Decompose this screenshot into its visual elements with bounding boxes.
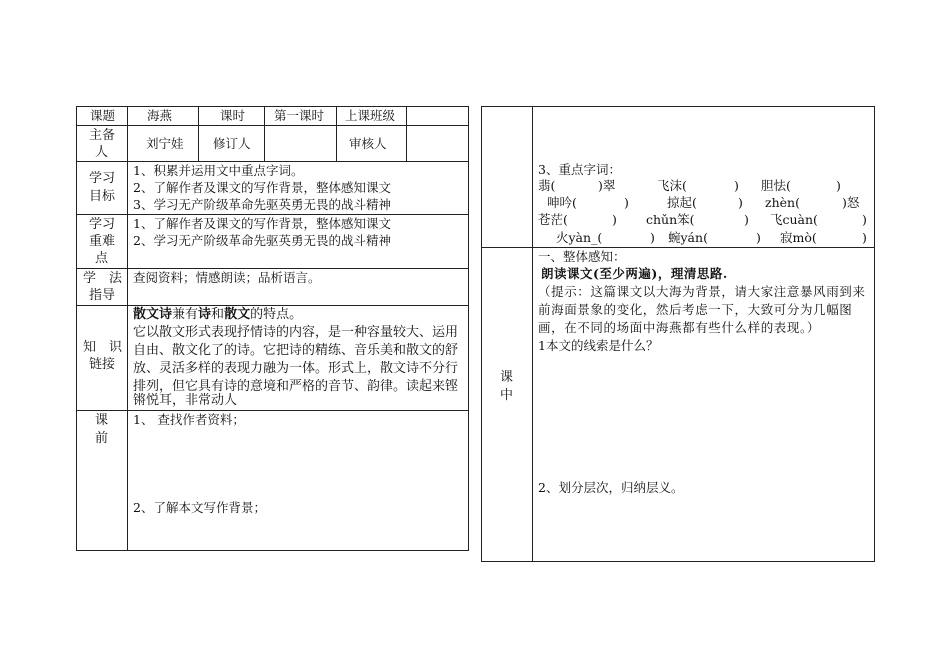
knowledge-intro: 散文诗兼有诗和散文的特点。	[133, 307, 303, 322]
keypoint-item: 1、了解作者及课文的写作背景，整体感知课文	[133, 216, 391, 231]
knowledge-label-2: 链接	[89, 357, 116, 372]
objective-item: 3、学习无产阶级革命先驱英勇无畏的战斗精神	[133, 197, 391, 212]
vocab-cell: )	[624, 195, 629, 210]
vocab-cell: )	[836, 178, 841, 193]
vocab-cell: )	[756, 230, 761, 245]
preparer-label-2: 人	[95, 145, 109, 160]
vocab-cell: )怒	[842, 195, 860, 210]
section-title: 一、整体感知：	[538, 249, 626, 264]
hint-line: （提示：这篇课文以大海为背景，请大家注意暴风雨到来	[538, 284, 866, 299]
hint-line: 前海面景象的变化，然后考虑一下，大致可分为几幅图	[538, 302, 853, 317]
vocab-cell: zhèn(	[765, 195, 800, 210]
knowledge-line: 自由、散文化了的诗。它把诗的精练、音乐美和散文的舒	[133, 343, 459, 358]
period-label: 课时	[220, 108, 246, 123]
subject-value: 海燕	[147, 108, 173, 123]
objectives-label-2: 目标	[89, 189, 116, 204]
objective-item: 2、了解作者及课文的写作背景，整体感知课文	[133, 180, 391, 195]
vocab-cell: )	[738, 195, 743, 210]
vocab-cell: 掠起(	[667, 195, 697, 210]
knowledge-line: 放、灵活多样的表现力融为一体。形式上，散文诗不分行	[133, 361, 459, 376]
objective-item: 1、积累并运用文中重点字词。	[133, 163, 304, 178]
vocab-cell: )	[612, 212, 617, 227]
question-1: 1本文的线索是什么？	[538, 338, 659, 353]
keypoints-label-3: 点	[95, 251, 109, 266]
vocab-cell: )	[744, 212, 749, 227]
keypoints-label-1: 学习	[89, 217, 116, 232]
vocab-cell: 蜿yán(	[668, 230, 708, 245]
vocab-cell: 寂mò(	[780, 230, 817, 245]
subject-label: 课题	[90, 108, 116, 123]
preparer-label-1: 主备	[89, 128, 116, 143]
method-label-2: 指导	[89, 288, 116, 303]
vocab-cell: chǔn笨(	[646, 212, 695, 227]
vocab-cell: 呻吟(	[547, 195, 577, 210]
keypoints-label-2: 重难	[89, 234, 116, 249]
keypoint-item: 2、学习无产阶级革命先驱英勇无畏的战斗精神	[133, 233, 391, 248]
reviser-label: 修订人	[213, 136, 251, 151]
preclass-item-1: 1、 查找作者资料；	[133, 412, 245, 427]
hint-line: 画，在不同的场面中海燕都有些什么样的表现。）	[538, 320, 820, 335]
knowledge-line: 排列，但它具有诗的意境和严格的音节、韵律。读起来铿	[133, 379, 459, 394]
vocab-cell: )翠	[598, 178, 616, 193]
vocab-cell: 苍茫(	[538, 212, 568, 227]
vocab-cell: 翡(	[538, 178, 556, 193]
question-2: 2、划分层次，归纳层义。	[538, 480, 684, 495]
objectives-label-1: 学习	[89, 171, 116, 186]
vocab-cell: 飞沫(	[657, 178, 687, 193]
vocab-cell: 飞cuàn(	[770, 212, 818, 227]
vocab-cell: 胆怯(	[761, 178, 791, 193]
vocab-title: 3、重点字词：	[538, 162, 621, 177]
class-label: 上课班级	[345, 108, 396, 123]
knowledge-line: 它以散文形式表现抒情诗的内容，是一种容量较大、运用	[133, 325, 459, 340]
inclass-label-2: 中	[500, 388, 514, 403]
reading-task: 朗读课文(至少两遍)，理清思路.	[541, 266, 728, 281]
vocab-cell: )	[650, 230, 655, 245]
preclass-label-1: 课	[95, 413, 109, 428]
inclass-label-1: 课	[500, 370, 514, 385]
vocab-cell: )	[862, 212, 867, 227]
vocab-cell: )	[734, 178, 739, 193]
vocab-cell: 火yàn_(	[556, 230, 603, 245]
preclass-item-2: 2、了解本文写作背景；	[133, 500, 266, 515]
preclass-label-2: 前	[95, 431, 109, 446]
method-label-1: 学 法	[83, 271, 123, 286]
period-value: 第一课时	[274, 108, 325, 123]
knowledge-line: 锵悦耳，非常动人	[133, 393, 238, 408]
reviewer-label: 审核人	[349, 136, 387, 151]
method-value: 查阅资料；情感朗读；品析语言。	[133, 270, 321, 285]
vocab-cell: )	[862, 230, 867, 245]
knowledge-label-1: 知 识	[83, 340, 123, 355]
preparer-value: 刘宁娃	[146, 136, 184, 151]
